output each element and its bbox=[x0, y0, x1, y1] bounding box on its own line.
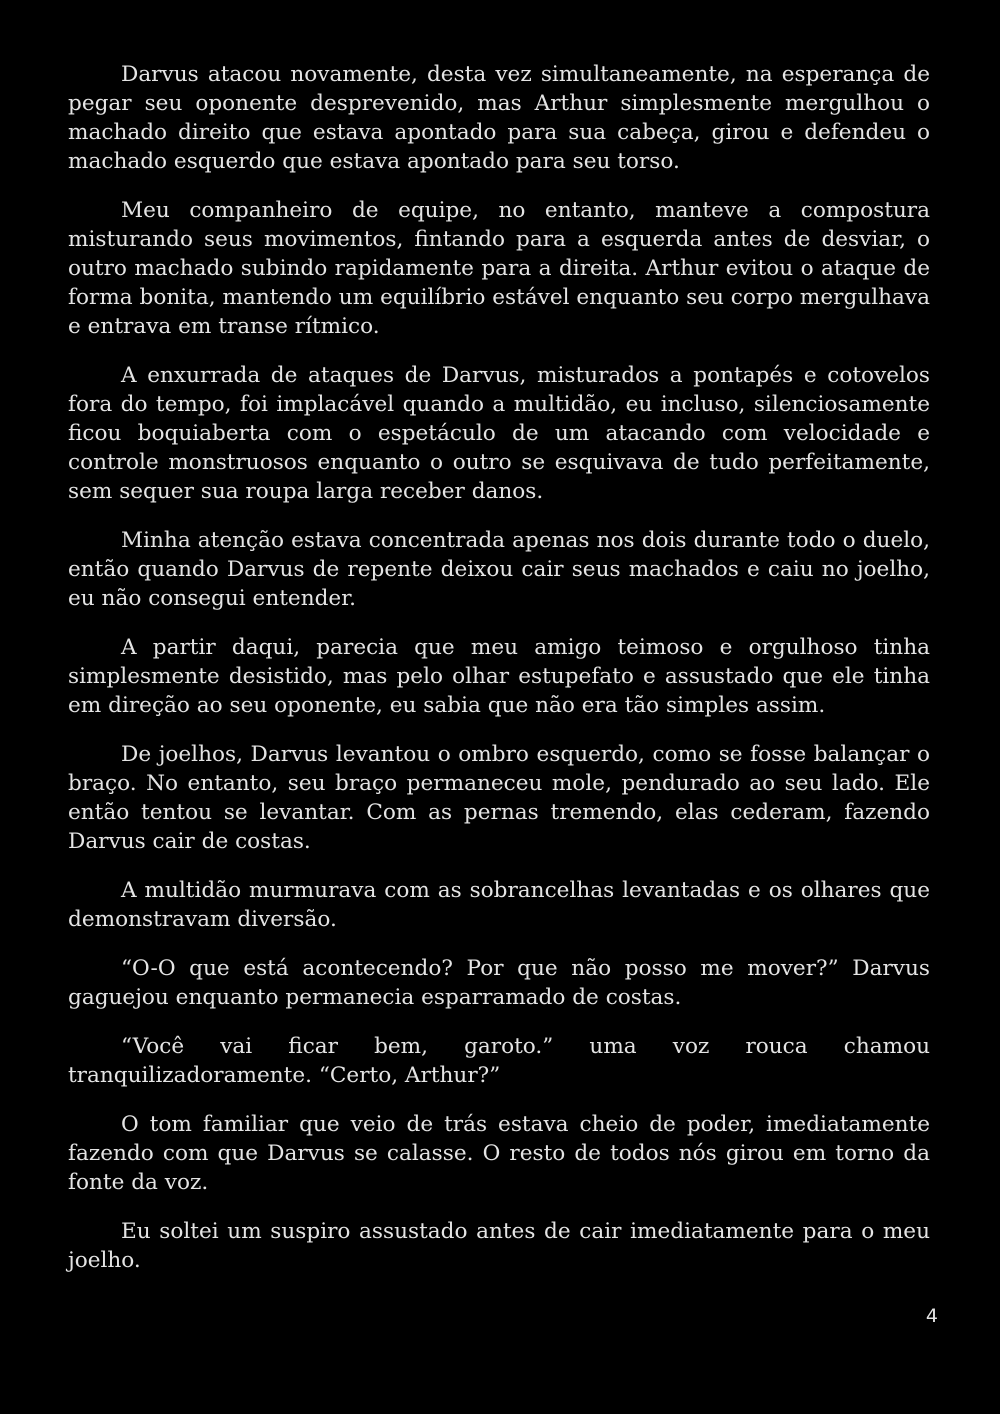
paragraph-6: De joelhos, Darvus levantou o ombro esquerdo, como se fosse balançar o braço. No entanto, seu braço permaneceu mole, pendurado ao seu lado. Ele então tentou se levantar. Com as pernas tremendo, elas cederam, fazendo Darvus cair de costas. bbox=[68, 742, 930, 854]
paragraph-9: “Você vai ficar bem, garoto.” uma voz rouca chamou tranquilizadoramente. “Certo, Arthur?” bbox=[68, 1034, 930, 1088]
paragraph-1: Darvus atacou novamente, desta vez simultaneamente, na esperança de pegar seu oponente desprevenido, mas Arthur simplesmente mergulhou o machado direito que estava apontado para sua cabeça, girou e defendeu o machado esquerdo que estava apontado para seu torso. bbox=[68, 62, 930, 174]
paragraph-7: A multidão murmurava com as sobrancelhas levantadas e os olhares que demonstravam diversão. bbox=[68, 878, 930, 932]
paragraph-10: O tom familiar que veio de trás estava cheio de poder, imediatamente fazendo com que Darvus se calasse. O resto de todos nós girou em torno da fonte da voz. bbox=[68, 1112, 930, 1195]
paragraph-2: Meu companheiro de equipe, no entanto, manteve a compostura misturando seus movimentos, fintando para a esquerda antes de desviar, o outro machado subindo rapidamente para a direita. Arthur evitou o ataque de forma bonita, mantendo um equilíbrio estável enquanto seu corpo mergulhava e entrava em transe rítmico. bbox=[68, 198, 930, 339]
paragraph-5: A partir daqui, parecia que meu amigo teimoso e orgulhoso tinha simplesmente desistido, mas pelo olhar estupefato e assustado que ele tinha em direção ao seu oponente, eu sabia que não era tão simples assim. bbox=[68, 635, 930, 718]
page-number: 4 bbox=[925, 1305, 938, 1327]
paragraph-11: Eu soltei um suspiro assustado antes de cair imediatamente para o meu joelho. bbox=[68, 1219, 930, 1273]
paragraph-8: “O-O que está acontecendo? Por que não posso me mover?” Darvus gaguejou enquanto permanecia esparramado de costas. bbox=[68, 956, 930, 1010]
paragraph-4: Minha atenção estava concentrada apenas nos dois durante todo o duelo, então quando Darvus de repente deixou cair seus machados e caiu no joelho, eu não consegui entender. bbox=[68, 528, 930, 611]
page-body bbox=[68, 60, 930, 1295]
paragraph-3: A enxurrada de ataques de Darvus, misturados a pontapés e cotovelos fora do tempo, foi implacável quando a multidão, eu incluso, silenciosamente ficou boquiaberta com o espetáculo de um atacando com velocidade e controle monstruosos enquanto o outro se esquivava de tudo perfeitamente, sem sequer sua roupa larga receber danos. bbox=[68, 363, 930, 504]
